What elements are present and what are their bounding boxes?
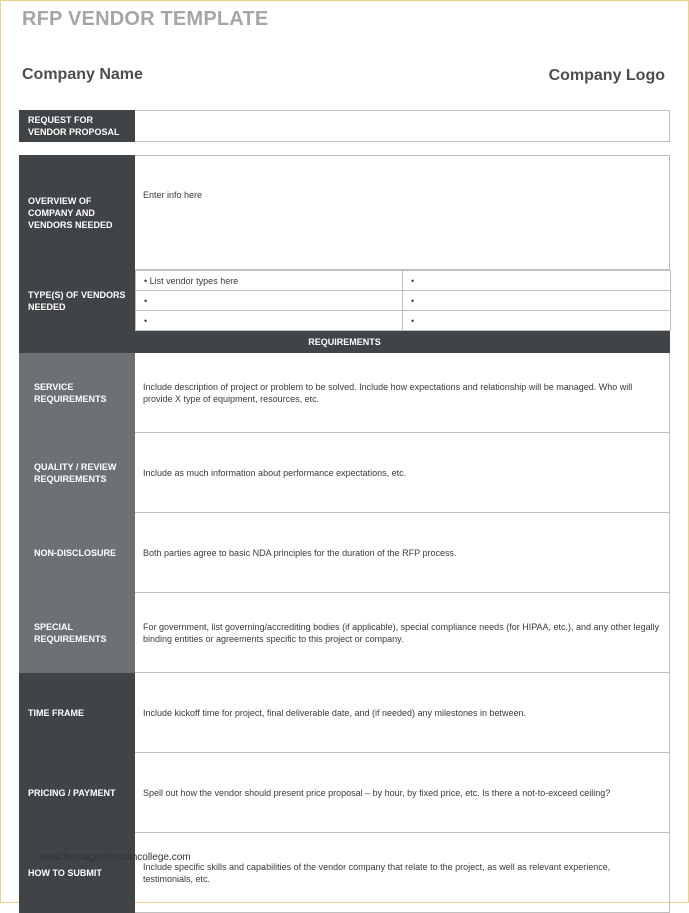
time-frame-text[interactable]: Include kickoff time for project, final deliverable date, and (if needed) any milestones in between. [135,673,670,753]
vendor-types-grid [135,270,671,331]
how-to-submit-label: HOW TO SUBMIT [20,833,135,913]
vendor-types-label: TYPE(S) OF VENDORS NEEDED [20,270,135,332]
quality-review-requirements-text[interactable]: Include as much information about performance expectations, etc. [135,433,670,513]
requirements-heading-row [20,332,670,353]
vendor-type-cell[interactable]: • List vendor types here [136,271,403,291]
requirement-row [20,513,670,593]
requirement-row [20,433,670,513]
detail-row [20,673,670,753]
detail-row [20,833,670,913]
requirements-heading: REQUIREMENTS [20,332,670,353]
rfp-label: REQUEST FOR VENDOR PROPOSAL [20,111,135,142]
rfp-row [20,111,670,142]
vendor-types-grid-row [136,311,671,331]
vendor-type-cell[interactable]: • [136,291,403,311]
detail-row [20,753,670,833]
rfp-table [19,110,670,142]
special-requirements-label: SPECIAL REQUIREMENTS [20,593,135,673]
main-table [19,155,670,913]
pricing-payment-text[interactable]: Spell out how the vendor should present price proposal – by hour, by fixed price, etc. Is there a not-to-exceed ceiling? [135,753,670,833]
overview-label: OVERVIEW OF COMPANY AND VENDORS NEEDED [20,156,135,270]
overview-value-cell[interactable]: Enter info here [135,156,670,270]
special-requirements-text[interactable]: For government, list governing/accrediting bodies (if applicable), special compliance needs (for HIPAA, etc.), and any other legally binding entities or agreements specific to this project or company. [135,593,670,673]
document-title: RFP VENDOR TEMPLATE [22,8,269,30]
service-requirements-text[interactable]: Include description of project or problem to be solved. Include how expectations and relationship will be managed. Who will provide X type of equipment, resources, etc. [135,353,670,433]
vendor-types-row [20,270,670,332]
vendor-types-grid-row [136,271,671,291]
vendor-type-cell[interactable]: • [403,271,671,291]
rfp-value-cell[interactable] [135,111,670,142]
vendor-types-cell [135,270,670,332]
non-disclosure-text[interactable]: Both parties agree to basic NDA principles for the duration of the RFP process. [135,513,670,593]
vendor-types-grid-row [136,291,671,311]
time-frame-label: TIME FRAME [20,673,135,753]
requirement-row [20,353,670,433]
how-to-submit-text[interactable]: Include specific skills and capabilities of the vendor company that relate to the project, as well as relevant experience, testimonials, etc. [135,833,670,913]
requirement-row [20,593,670,673]
service-requirements-label: SERVICE REQUIREMENTS [20,353,135,433]
quality-review-requirements-label: QUALITY / REVIEW REQUIREMENTS [20,433,135,513]
overview-row [20,156,670,270]
vendor-type-cell[interactable]: • [136,311,403,331]
vendor-type-cell[interactable]: • [403,311,671,331]
pricing-payment-label: PRICING / PAYMENT [20,753,135,833]
company-logo-placeholder[interactable]: Company Logo [548,67,665,84]
vendor-type-cell[interactable]: • [403,291,671,311]
company-name[interactable]: Company Name [22,66,143,83]
non-disclosure-label: NON-DISCLOSURE [20,513,135,593]
watermark: www.heritagechristiancollege.com [40,852,191,863]
